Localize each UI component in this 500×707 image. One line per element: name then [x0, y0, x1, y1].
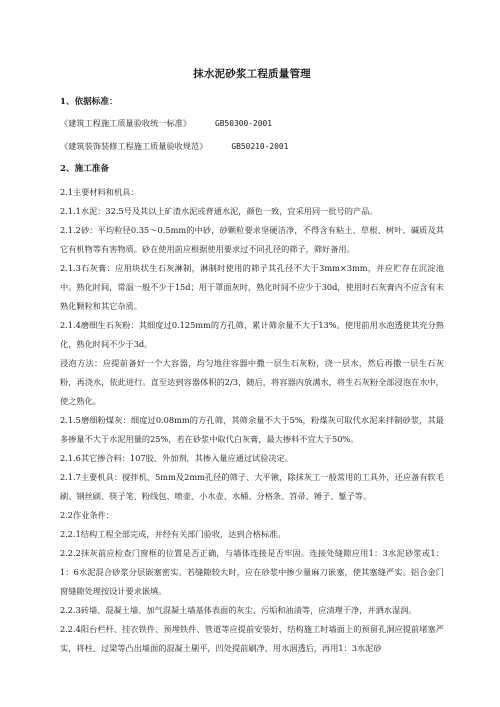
paragraph: 2.2作业条件： [60, 510, 114, 520]
document-title: 抹水泥砂浆工程质量管理 [193, 68, 311, 80]
paragraph: 2.2.2抹灰前应检查门窗框的位置是否正确，与墙体连接是否牢固。连接处缝隙应用1：3水泥砂浆或1：1：6水泥混合砂浆分层嵌塞密实。若缝隙较大时，应在砂浆中掺少量麻刀嵌塞，使其塞缝严实。铝合金门窗缝隙处理按设计要求嵌填。 [60, 548, 444, 596]
paragraph: 2.1.1水泥：32.5号及其以上矿渣水泥或普通水泥，颜色一致，宜采用同一批号的产品。 [60, 206, 378, 216]
body-text [60, 183, 444, 658]
section-heading-preparation: 2、施工准备 [60, 164, 109, 174]
paragraph: 2.1.4磨细生石灰粉：其细度过0.125mm的方孔筛，累计筛余量不大于13%。使用前用水泡透使其充分熟化，熟化时间不少于3d。 [60, 320, 444, 349]
paragraph: 2.1.5磨细粉煤灰：细度过0.08mm的方孔筛，其筛余量不大于5%，粉煤灰可取代水泥来拌制砂浆，其最多掺量不大于水泥用量的25%，若在砂浆中取代白灰膏，最大掺料不宜大于50%。 [60, 415, 444, 444]
standard-code: GB50210-2001 [231, 142, 289, 151]
paragraph: 2.2.4阳台栏杆、挂衣铁件、预埋铁件、管道等应提前安装好，结构施工时墙面上的预留孔洞应提前堵塞严实，将柱、过梁等凸出墙面的混凝土剔平，凹处提前刷净，用水洇透后，再用1：3水泥砂 [60, 624, 444, 653]
section-heading-basis: 1、依据标准： [60, 97, 118, 107]
standard-name: 《建筑工程施工质量验收统一标准》 [60, 118, 192, 128]
paragraph: 2.2.3砖墙、混凝土墙、加气混凝土墙基体表面的灰尘、污垢和油渍等，应清理干净，并洒水湿润。 [60, 605, 417, 615]
paragraph: 2.1.7主要机具：搅拌机、5mm及2mm孔径的筛子、大平锹，除抹灰工一般常用的工具外，还应备有软毛刷、钢丝刷、筷子笔、粉线包、喷壶、小水壶、水桶、分格条、笤帚、锤子、錾子等。 [60, 472, 444, 501]
paragraph: 2.1主要材料和机具： [60, 187, 139, 197]
standard-reference [60, 139, 444, 154]
paragraph: 2.1.2砂：平均粒径0.35～0.5mm的中砂，砂颗粒要求坚硬洁净，不得含有粘土、草根、树叶、碱质及其它有机物等有害物质。砂在使用前应根据使用要求过不同孔径的筛子，筛好备用。 [60, 225, 444, 254]
paragraph: 2.1.3石灰膏：应用块状生石灰淋制，淋制时使用的筛子其孔径不大于3mm×3mm，并应贮存在沉淀池中。熟化时间，常温一般不少于15d；用于罩面灰时，熟化时间不应少于30d，使用时石灰膏内不应含有未熟化颗粒和其它杂质。 [60, 263, 444, 311]
paragraph: 2.1.6其它掺合料：107胶、外加剂，其掺入量应通过试验决定。 [60, 453, 293, 463]
standard-code: GB50300-2001 [215, 119, 273, 128]
standard-name: 《建筑装饰装修工程施工质量验收规范》 [60, 141, 208, 151]
paragraph: 浸泡方法：应提前备好一个大容器，均匀地往容器中撒一层生石灰粉，浇一层水，然后再撒一层生石灰粉，再浇水，依此进行。直至达到容器体积的2/3，随后，将容器内放满水，将生石灰粉全部浸泡在水中，使之熟化。 [60, 358, 444, 406]
standard-reference [60, 116, 444, 131]
paragraph: 2.2.1结构工程全部完成，并经有关部门验收，达到合格标准。 [60, 529, 286, 539]
